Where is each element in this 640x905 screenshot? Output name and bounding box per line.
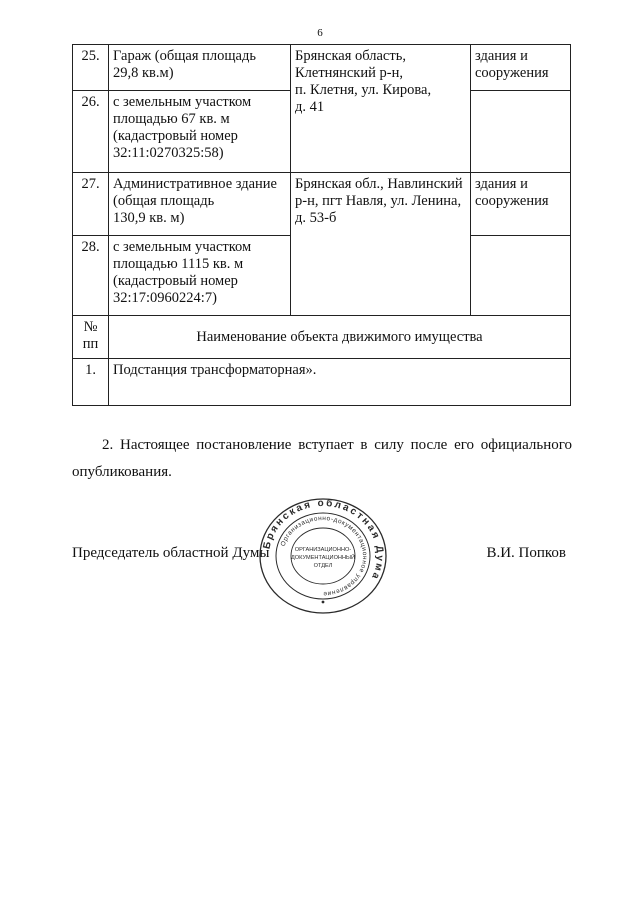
object-name: Административное здание (общая площадь 130,9 кв. м)	[109, 173, 291, 236]
object-category: здания и сооружения	[471, 173, 571, 236]
page-number: 6	[317, 27, 323, 39]
object-category	[471, 236, 571, 316]
object-name: с земельным участком площадью 1115 кв. м (кадастровый номер 32:17:0960224:7)	[109, 236, 291, 316]
table-header-row	[73, 316, 571, 359]
object-name: с земельным участком площадью 67 кв. м (кадастровый номер 32:11:0270325:58)	[109, 91, 291, 173]
seal-center-line-2: ДОКУМЕНТАЦИОННЫЙ	[291, 555, 355, 561]
seal-inner-text: Организационно-документационное управление	[279, 514, 369, 598]
row-number: 25.	[73, 45, 109, 91]
table-row	[73, 45, 571, 91]
table-row	[73, 359, 571, 406]
seal-center-line-1: ОРГАНИЗАЦИОННО-	[294, 547, 352, 553]
seal-center-line-3: ОТДЕЛ	[313, 563, 333, 569]
row-number: 1.	[73, 359, 109, 406]
seal-outer-text: Брянская областная Дума	[261, 497, 386, 583]
row-number: 27.	[73, 173, 109, 236]
row-number: 28.	[73, 236, 109, 316]
signer-name: В.И. Попков	[486, 545, 566, 561]
seal-dot	[322, 601, 325, 604]
movable-title-header: Наименование объекта движимого имущества	[109, 316, 571, 359]
object-address: Брянская область, Клетнянский р-н, п. Клетня, ул. Кирова, д. 41	[291, 45, 471, 173]
signer-position: Председатель областной Думы	[72, 545, 270, 561]
object-category: здания и сооружения	[471, 45, 571, 91]
object-category	[471, 91, 571, 173]
row-number: 26.	[73, 91, 109, 173]
object-address: Брянская обл., Навлинский р-н, пгт Навля, ул. Ленина, д. 53-б	[291, 173, 471, 316]
official-seal	[258, 497, 388, 615]
movable-number-header: № пп	[73, 316, 109, 359]
clause-text: 2. Настоящее постановление вступает в силу после его официального опубликования.	[72, 437, 572, 480]
object-name: Подстанция трансформаторная».	[109, 359, 571, 406]
property-table	[72, 44, 571, 406]
object-name: Гараж (общая площадь 29,8 кв.м)	[109, 45, 291, 91]
table-row	[73, 173, 571, 236]
